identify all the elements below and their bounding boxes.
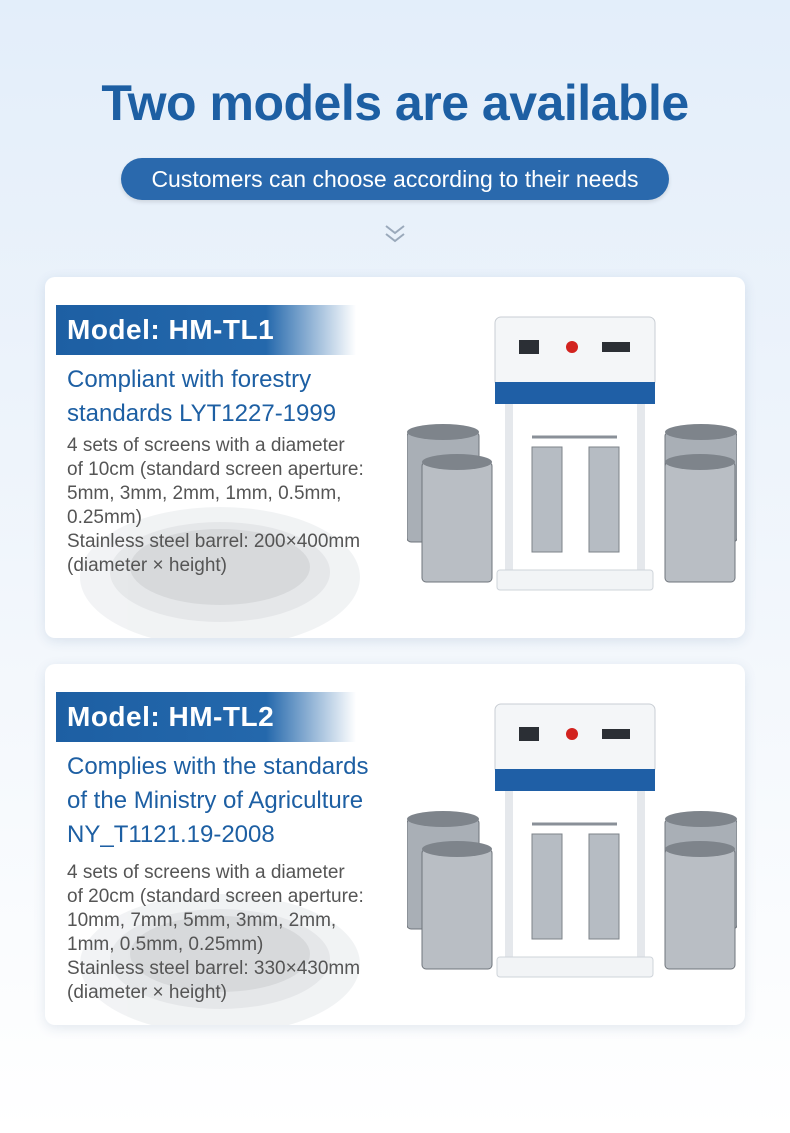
subtitle-pill: Customers can choose according to their needs [121,158,669,200]
model-label: Model: HM-TL2 [56,692,356,742]
model-specifications: 4 sets of screens with a diameter of 10cm (standard screen aperture: 5mm, 3mm, 2mm, 1mm, 0.5mm, 0.25mm) Stainless steel barrel: 200×400mm (diameter × height) [67,435,364,576]
model-specifications: 4 sets of screens with a diameter of 20cm (standard screen aperture: 10mm, 7mm, 5mm, 3mm, 2mm, 1mm, 0.5mm, 0.25mm) Stainless steel barrel: 330×430mm (diameter × height) [67,862,364,1003]
model-card-hm-tl1 [45,277,745,638]
sieve-shaker-machine-image [407,312,737,612]
model-standard-heading: Compliant with forestry standards LYT1227-1999 [67,366,337,427]
model-card-hm-tl2 [45,664,745,1025]
sieve-shaker-machine-image [407,699,737,999]
model-standard-heading: Complies with the standards of the Ministry of Agriculture NY_T1121.19-2008 [67,753,369,848]
model-label: Model: HM-TL1 [56,305,356,355]
page-title: Two models are available [101,75,689,131]
double-chevron-down-icon [383,222,407,246]
